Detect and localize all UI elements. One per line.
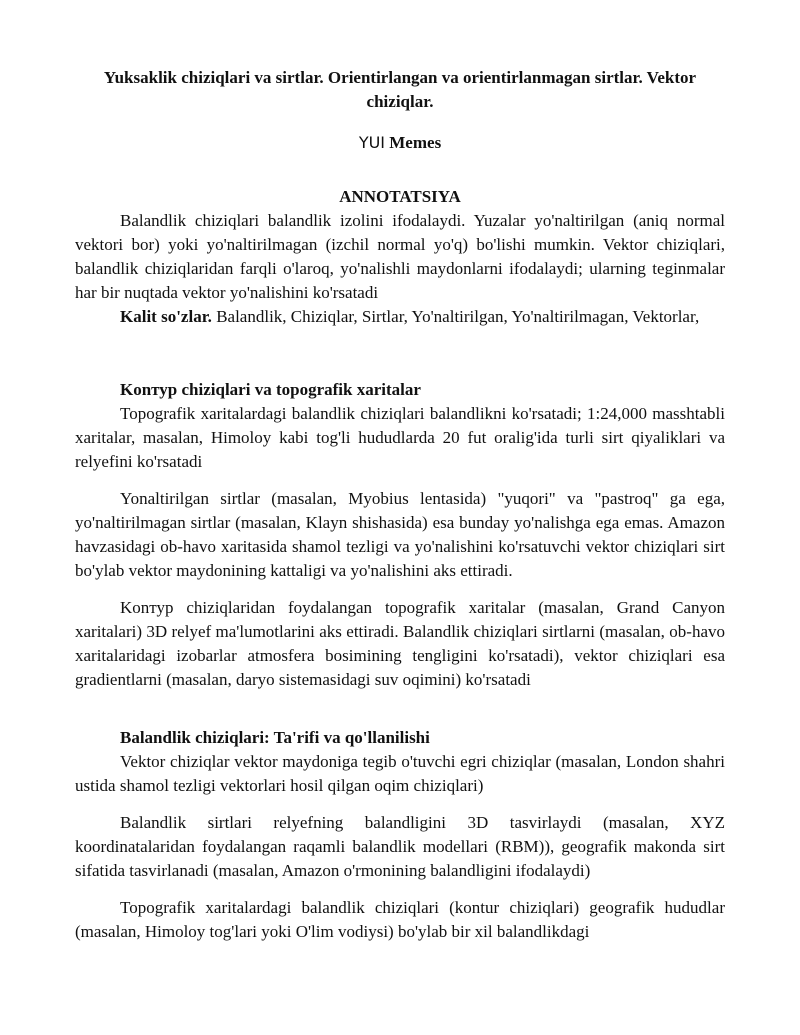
author-prefix: YUI bbox=[358, 133, 386, 152]
section-2-paragraph: Topografik xaritalardagi balandlik chiziqlari (kontur chiziqlari) geografik hududlar (masalan, Himoloy tog'lari yoki O'lim vodiysi) bo'ylab bir xil balandlikdagi bbox=[75, 898, 725, 941]
author-name: Memes bbox=[385, 133, 442, 152]
abstract-paragraph: Balandlik chiziqlari balandlik izolini ifodalaydi. Yuzalar yo'naltirilgan (aniq normal vektori bor) yoki yo'naltirilmagan (izchil normal yo'q) bo'lishi mumkin. Vektor chiziqlari, balandlik chiziqlaridan farqli o'laroq, yo'nalishli maydonlarni ifodalaydi; ularning teginmalar har bir nuqtada vektor yo'nalishini ko'rsatadi bbox=[75, 211, 725, 302]
section-2-paragraph: Balandlik sirtlari relyefning balandligini 3D tasvirlaydi (masalan, XYZ koordinatalaridan foydalangan raqamli balandlik modellari (RBM)), geografik makonda sirt sifatida tasvirlanadi (masalan, Amazon o'rmonining balandligini ifodalaydi) bbox=[75, 813, 725, 880]
keywords-list: Balandlik, Chiziqlar, Sirtlar, Yo'naltirilgan, Yo'naltirilmagan, Vektorlar, bbox=[211, 307, 700, 326]
author-line bbox=[75, 131, 725, 155]
section-1-paragraph: Konтур chiziqlaridan foydalangan topografik xaritalar (masalan, Grand Canyon xaritalari) 3D relyef ma'lumotlarini aks ettiradi. Balandlik chiziqlari sirtlarni (masalan, ob-havo xaritalaridagi izobarlar atmosfera bosimining tengligini ko'rsatadi), vektor chiziqlari esa gradientlarni (masalan, daryo sistemasidagi suv oqimini) ko'rsatadi bbox=[75, 598, 725, 689]
section-2-heading: Balandlik chiziqlari: Ta'rifi va qo'llanilishi bbox=[120, 728, 430, 747]
section-1-heading: Konтур chiziqlari va topografik xaritalar bbox=[120, 380, 421, 399]
abstract-heading: ANNOTATSIYA bbox=[339, 187, 461, 206]
keywords-paragraph bbox=[75, 305, 725, 329]
section-1-paragraph: Yonaltirilgan sirtlar (masalan, Myobius lentasida) "yuqori" va "pastroq" ga ega, yo'naltirilmagan sirtlar (masalan, Klayn shishasida) esa bunday yo'nalishga ega emas. Amazon havzasidagi ob-havo xaritasida shamol tezligi va yo'nalishini ko'rsatuvchi vektor chiziqlari sirt bo'ylab vektor maydonining kattaligi va yo'nalishini aks ettiradi. bbox=[75, 489, 725, 580]
keywords-label: Kalit so'zlar. bbox=[120, 307, 212, 326]
section-2-paragraph: Vektor chiziqlar vektor maydoniga tegib o'tuvchi egri chiziqlar (masalan, London shahri ustida shamol tezligi vektorlari hosil qilgan oqim chiziqlari) bbox=[75, 752, 725, 795]
document-title: Yuksaklik chiziqlari va sirtlar. Orientirlangan va orientirlanmagan sirtlar. Vektor chiziqlar. bbox=[103, 68, 697, 111]
section-1-paragraph: Topografik xaritalardagi balandlik chiziqlari balandlikni ko'rsatadi; 1:24,000 masshtabli xaritalar, masalan, Himoloy kabi tog'li hududlarda 20 fut oralig'ida turli sirt qiyaliklari va relyefini ko'rsatadi bbox=[75, 404, 725, 471]
